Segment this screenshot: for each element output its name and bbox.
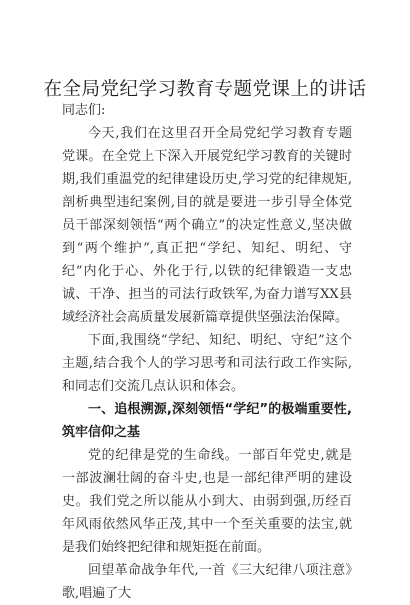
document-body [62,122,352,605]
salutation: 同志们: [62,103,106,118]
document-title: 在全局党纪学习教育专题党课上的讲话 [43,79,367,100]
paragraph-topic: 下面,我围绕“学纪、知纪、明纪、守纪”这个主题,结合我个人的学习思考和司法行政工作实际,和同志们交流几点认识和体会。 [62,333,352,394]
section-heading-1: 一、追根溯源,深刻领悟“学纪”的极端重要性,筑牢信仰之基 [62,402,352,440]
paragraph-revolution-era: 回望革命战争年代,一首《三大纪律八项注意》歌,唱遍了大 [62,563,352,601]
paragraph-discipline-lifeline: 党的纪律是党的生命线。一部百年党史,就是一部波澜壮阔的奋斗史,也是一部纪律严明的建设史。我们党之所以能从小到大、由弱到强,历经百年风雨依然风华正茂,其中一个至关重要的法宝,就是我们始终把纪律和规矩挺在前面。 [62,448,352,555]
paragraph-intro: 今天,我们在这里召开全局党纪学习教育专题党课。在全党上下深入开展党纪学习教育的关键时期,我们重温党的纪律建设历史,学习党的纪律规矩,剖析典型违纪案例,目的就是要进一步引导全体党员干部深刻领悟“两个确立”的决定性意义,坚决做到“两个维护”,真正把“学纪、知纪、明纪、守纪”内化于心、外化于行,以铁的纪律锻造一支忠诚、干净、担当的司法行政铁军,为奋力谱写XX县域经济社会高质量发展新篇章提供坚强法治保障。 [62,126,352,325]
